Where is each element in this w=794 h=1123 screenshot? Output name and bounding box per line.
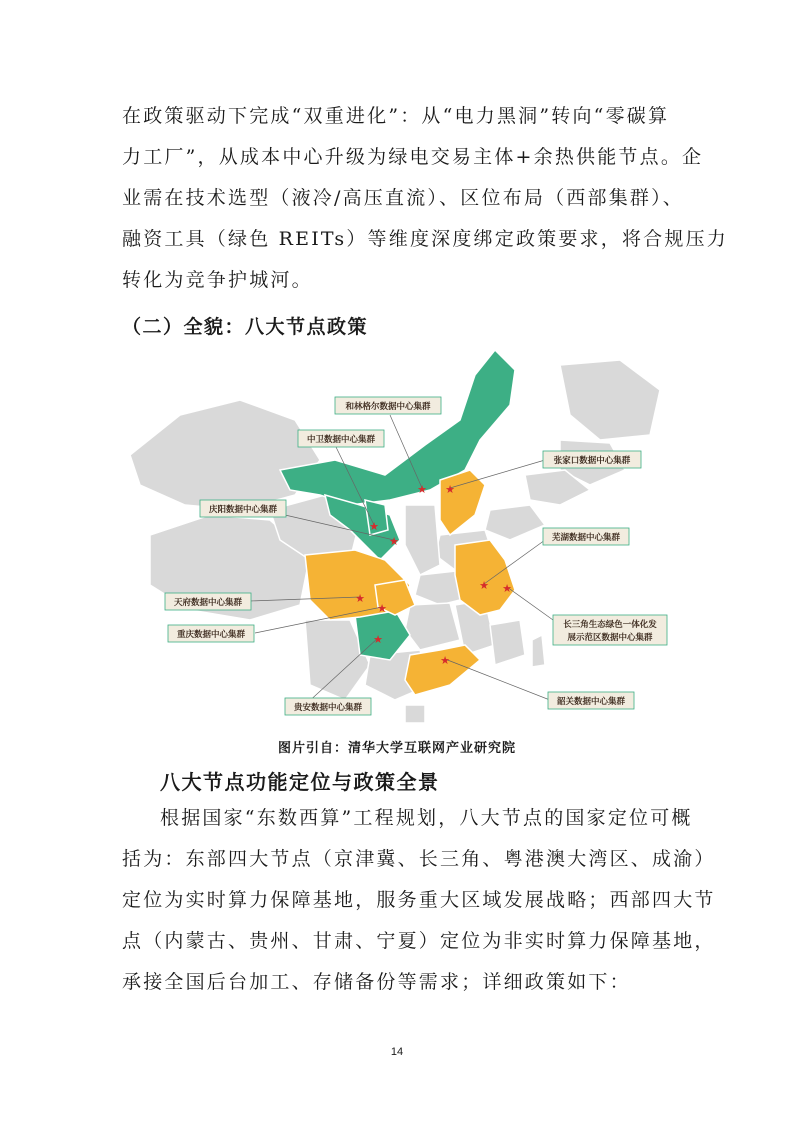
star-icon-shaoguan: ★: [440, 654, 450, 667]
region-heilongjiang: [560, 360, 660, 440]
star-icon-zhangjiakou: ★: [445, 483, 455, 496]
intro-line-4: 融资工具（绿色 REITs）等维度深度绑定政策要求，将合规压力: [122, 228, 728, 250]
label-shaoguan: 韶关数据中心集群: [556, 697, 626, 707]
label-changsanjiao-line-1: 长三角生态绿色一体化发: [563, 620, 657, 630]
star-icon-tianfu: ★: [355, 592, 365, 605]
label-guian: 贵安数据中心集群: [293, 703, 363, 713]
star-icon-guian: ★: [373, 633, 383, 646]
body-paragraph: [122, 798, 716, 1003]
label-qingyang: 庆阳数据中心集群: [208, 505, 278, 515]
page-number: 14: [390, 1046, 404, 1058]
label-chongqing: 重庆数据中心集群: [176, 630, 246, 640]
label-changsanjiao-line-2: 展示范区数据中心集群: [567, 633, 653, 643]
region-shaanxi: [405, 505, 440, 575]
region-xinjiang: [130, 400, 320, 510]
china-data-center-map: [120, 345, 680, 730]
leader-changsanjiao: [507, 587, 560, 625]
region-hunan: [405, 603, 460, 650]
body-line-5: 承接全国后台加工、存储备份等需求；详细政策如下：: [122, 971, 631, 993]
label-zhangjiakou: 张家口数据中心集群: [553, 456, 631, 466]
label-helinger: 和林格尔数据中心集群: [345, 402, 431, 412]
figure-caption: 图片引自：清华大学互联网产业研究院: [277, 741, 516, 756]
body-line-2: 括为：东部四大节点（京津冀、长三角、粤港澳大湾区、成渝）: [122, 848, 716, 870]
intro-line-1: 在政策驱动下完成“双重进化”：从“电力黑洞”转向“零碳算: [122, 105, 670, 127]
star-icon-zhongwei: ★: [369, 520, 379, 533]
star-icon-helinger: ★: [417, 483, 427, 496]
region-taiwan: [532, 635, 545, 667]
body-line-1: 根据国家“东数西算”工程规划，八大节点的国家定位可概: [160, 807, 693, 829]
subheading: 八大节点功能定位与政策全景: [160, 770, 440, 794]
body-line-4: 点（内蒙古、贵州、甘肃、宁夏）定位为非实时算力保障基地，: [122, 930, 716, 952]
star-icon-changsanjiao: ★: [502, 582, 512, 595]
body-line-3: 定位为实时算力保障基地，服务重大区域发展战略；西部四大节: [122, 889, 716, 911]
region-fujian: [490, 620, 525, 665]
label-tianfu: 天府数据中心集群: [173, 598, 243, 608]
label-zhongwei: 中卫数据中心集群: [306, 435, 376, 445]
intro-paragraph: [122, 96, 728, 301]
intro-line-3: 业需在技术选型（液冷/高压直流）、区位布局（西部集群）、: [122, 187, 685, 209]
region-hainan: [405, 705, 425, 723]
region-shandong: [485, 505, 545, 540]
star-icon-chongqing: ★: [377, 602, 387, 615]
star-icon-wuhu: ★: [479, 579, 489, 592]
intro-line-2: 力工厂”，从成本中心升级为绿电交易主体+余热供能节点。企: [122, 146, 704, 168]
intro-line-5: 转化为竞争护城河。: [122, 269, 313, 291]
region-yangtze-delta: [455, 540, 515, 615]
label-wuhu: 芜湖数据中心集群: [551, 533, 621, 543]
star-icon-qingyang: ★: [389, 535, 399, 548]
section-heading: （二）全貌：八大节点政策: [122, 316, 369, 338]
